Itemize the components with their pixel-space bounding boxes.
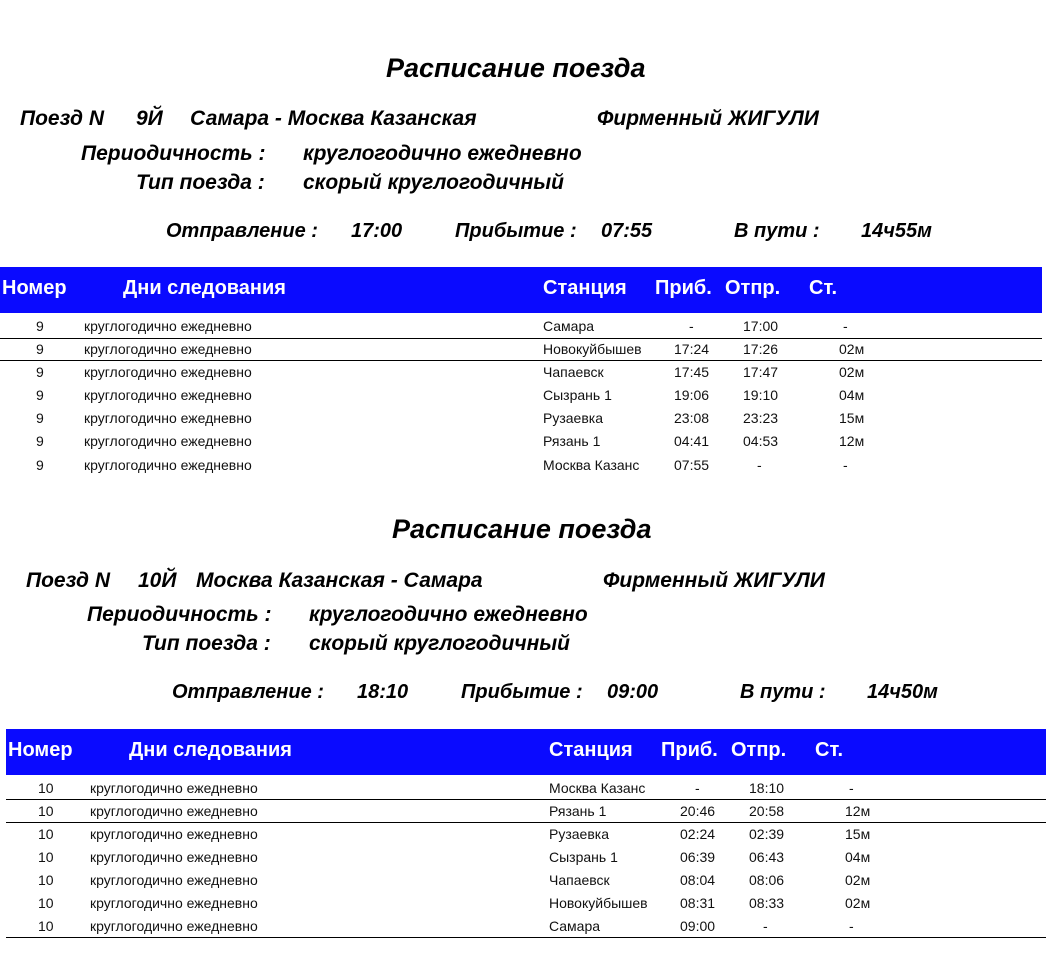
row-station: Чапаевск — [543, 364, 604, 380]
col-arrival: Приб. — [661, 739, 718, 761]
row-station: Самара — [549, 918, 601, 934]
train-type-label: Тип поезда : — [142, 632, 271, 655]
row-days: круглогодично ежедневно — [90, 826, 258, 842]
col-number: Номер — [2, 277, 67, 299]
row-days: круглогодично ежедневно — [84, 410, 252, 426]
table-row — [6, 823, 1046, 846]
row-arrival: 09:00 — [680, 918, 716, 934]
row-days: круглогодично ежедневно — [90, 918, 258, 934]
schedule-title: Расписание поезда — [392, 514, 652, 544]
row-arrival: 19:06 — [674, 387, 710, 403]
row-arrival: 23:08 — [674, 410, 710, 426]
col-station: Станция — [543, 277, 627, 299]
row-days: круглогодично ежедневно — [84, 457, 252, 473]
row-days: круглогодично ежедневно — [84, 318, 252, 334]
row-station: Новокуйбышев — [549, 895, 648, 911]
row-stop: 02м — [839, 364, 865, 380]
row-number: 9 — [36, 364, 44, 380]
row-number: 10 — [38, 849, 54, 865]
col-days: Дни следования — [123, 277, 286, 299]
row-days: круглогодично ежедневно — [84, 387, 252, 403]
train-type-value: скорый круглогодичный — [309, 632, 571, 655]
departure-time: 17:00 — [351, 220, 403, 242]
row-days: круглогодично ежедневно — [84, 341, 252, 357]
col-days: Дни следования — [129, 739, 292, 761]
row-station: Рязань 1 — [543, 433, 601, 449]
row-departure: 08:33 — [749, 895, 785, 911]
row-arrival: 02:24 — [680, 826, 716, 842]
travel-time: 14ч50м — [867, 681, 938, 703]
col-number: Номер — [8, 739, 73, 761]
periodicity-label: Периодичность : — [81, 142, 266, 165]
col-stop: Ст. — [815, 739, 844, 761]
col-departure: Отпр. — [725, 277, 781, 299]
row-arrival: 07:55 — [674, 457, 710, 473]
row-number: 9 — [36, 341, 44, 357]
row-arrival: 08:31 — [680, 895, 716, 911]
departure-label: Отправление : — [172, 681, 324, 703]
table-row — [6, 846, 1046, 869]
row-station: Рузаевка — [543, 410, 603, 426]
row-stop: 02м — [845, 872, 871, 888]
row-days: круглогодично ежедневно — [90, 780, 258, 796]
table-header — [6, 729, 1046, 775]
row-departure: 02:39 — [749, 826, 785, 842]
row-station: Новокуйбышев — [543, 341, 642, 357]
train-brand: Фирменный ЖИГУЛИ — [597, 107, 819, 130]
travel-label: В пути : — [740, 681, 826, 703]
row-stop: 12м — [839, 433, 865, 449]
row-station: Рузаевка — [549, 826, 609, 842]
row-number: 9 — [36, 433, 44, 449]
col-stop: Ст. — [809, 277, 838, 299]
row-number: 9 — [36, 318, 44, 334]
train-type-label: Тип поезда : — [136, 171, 265, 194]
row-departure: 19:10 — [743, 387, 779, 403]
arrival-label: Прибытие : — [455, 220, 577, 242]
row-stop: - — [849, 918, 854, 934]
row-stop: - — [843, 457, 848, 473]
row-arrival: 06:39 — [680, 849, 716, 865]
row-number: 10 — [38, 826, 54, 842]
row-stop: 04м — [839, 387, 865, 403]
train-number: 9Й — [136, 107, 163, 130]
row-number: 9 — [36, 410, 44, 426]
periodicity-value: круглогодично ежедневно — [309, 603, 588, 626]
row-days: круглогодично ежедневно — [90, 872, 258, 888]
row-station: Рязань 1 — [549, 803, 607, 819]
row-stop: 15м — [839, 410, 865, 426]
row-station: Москва Казанс — [549, 780, 646, 796]
row-arrival: 08:04 — [680, 872, 716, 888]
col-station: Станция — [549, 739, 633, 761]
row-arrival: 04:41 — [674, 433, 710, 449]
row-station: Самара — [543, 318, 595, 334]
row-number: 10 — [38, 780, 54, 796]
row-days: круглогодично ежедневно — [84, 433, 252, 449]
schedule-title: Расписание поезда — [386, 53, 646, 83]
row-arrival: - — [695, 780, 700, 796]
train-route: Самара - Москва Казанская — [190, 107, 477, 130]
table-row — [6, 892, 1046, 915]
row-number: 10 — [38, 918, 54, 934]
row-arrival: 20:46 — [680, 803, 716, 819]
row-stop: - — [849, 780, 854, 796]
row-departure: 08:06 — [749, 872, 785, 888]
row-days: круглогодично ежедневно — [90, 803, 258, 819]
table-row — [6, 777, 1046, 800]
row-stop: 04м — [845, 849, 871, 865]
row-departure: 17:26 — [743, 341, 779, 357]
row-number: 10 — [38, 872, 54, 888]
row-departure: 17:00 — [743, 318, 779, 334]
row-days: круглогодично ежедневно — [90, 849, 258, 865]
departure-label: Отправление : — [166, 220, 318, 242]
departure-time: 18:10 — [357, 681, 409, 703]
row-stop: - — [843, 318, 848, 334]
train-number: 10Й — [138, 569, 177, 592]
table-bottom-line — [6, 937, 1046, 938]
train-label: Поезд N — [20, 107, 105, 130]
row-departure: 18:10 — [749, 780, 785, 796]
row-number: 9 — [36, 457, 44, 473]
row-stop: 02м — [845, 895, 871, 911]
arrival-time: 07:55 — [601, 220, 653, 242]
row-station: Чапаевск — [549, 872, 610, 888]
row-arrival: 17:45 — [674, 364, 710, 380]
row-departure: 06:43 — [749, 849, 785, 865]
travel-time: 14ч55м — [861, 220, 932, 242]
row-station: Сызрань 1 — [549, 849, 618, 865]
train-label: Поезд N — [26, 569, 111, 592]
row-departure: - — [757, 457, 762, 473]
row-stop: 02м — [839, 341, 865, 357]
train-type-value: скорый круглогодичный — [303, 171, 565, 194]
row-days: круглогодично ежедневно — [84, 364, 252, 380]
row-arrival: 17:24 — [674, 341, 710, 357]
periodicity-value: круглогодично ежедневно — [303, 142, 582, 165]
row-stop: 15м — [845, 826, 871, 842]
row-station: Москва Казанс — [543, 457, 640, 473]
table-row — [6, 915, 1046, 938]
periodicity-label: Периодичность : — [87, 603, 272, 626]
row-number: 10 — [38, 803, 54, 819]
row-departure: 20:58 — [749, 803, 785, 819]
row-departure: 04:53 — [743, 433, 779, 449]
train-route: Москва Казанская - Самара — [196, 569, 483, 592]
row-departure: 17:47 — [743, 364, 779, 380]
col-arrival: Приб. — [655, 277, 712, 299]
row-departure: 23:23 — [743, 410, 779, 426]
row-number: 9 — [36, 387, 44, 403]
col-departure: Отпр. — [731, 739, 787, 761]
arrival-time: 09:00 — [607, 681, 659, 703]
travel-label: В пути : — [734, 220, 820, 242]
row-number: 10 — [38, 895, 54, 911]
table-row — [6, 800, 1046, 823]
row-days: круглогодично ежедневно — [90, 895, 258, 911]
row-station: Сызрань 1 — [543, 387, 612, 403]
row-stop: 12м — [845, 803, 871, 819]
arrival-label: Прибытие : — [461, 681, 583, 703]
row-arrival: - — [689, 318, 694, 334]
train-brand: Фирменный ЖИГУЛИ — [603, 569, 825, 592]
row-departure: - — [763, 918, 768, 934]
table-row — [6, 869, 1046, 892]
